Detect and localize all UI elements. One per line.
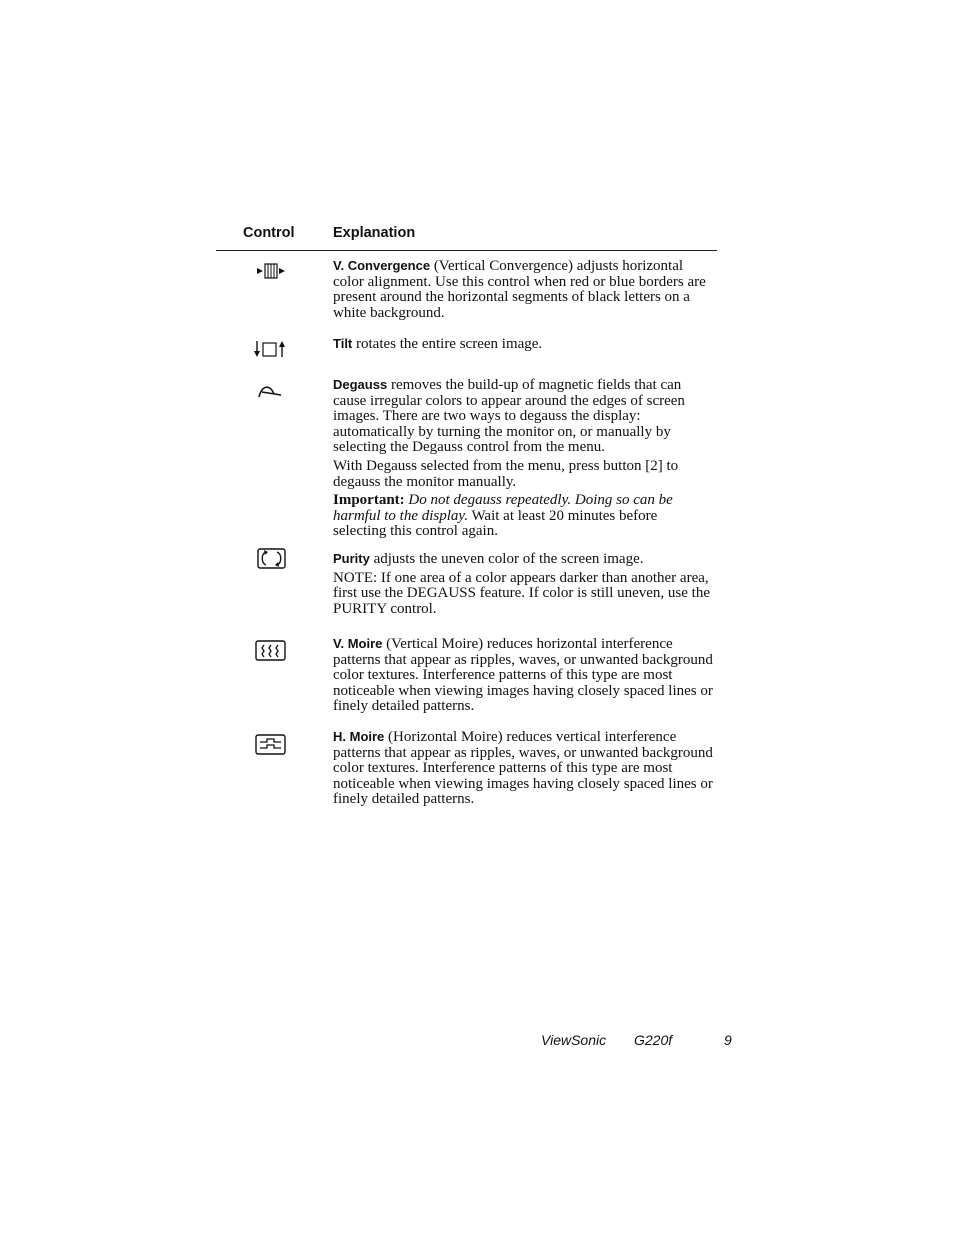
vertical-moire-icon: [255, 640, 287, 662]
footer-model: G220f: [634, 1032, 673, 1048]
important-warning: Do not degauss repeatedly. Doing so can be harmful to the display.: [333, 492, 673, 524]
column-header-control: Control: [243, 225, 295, 241]
column-header-explanation: Explanation: [333, 225, 416, 241]
vertical-convergence-icon: [256, 262, 286, 280]
tilt-icon: [253, 340, 287, 358]
header-divider: [216, 250, 717, 251]
body-text: removes the build-up of magnetic fields that can cause irregular colors to appear around the edges of screen images. There are two ways to degauss the display: automatically by turning the monitor on, or manually by selecting the Degauss control from the menu.: [333, 377, 685, 456]
degauss-manual-note: With Degauss selected from the menu, press button [2] to degauss the monitor manually.: [333, 457, 679, 490]
body-text: (Horizontal Moire) reduces vertical interference patterns that appear as ripples, waves, or unwanted background color textures. Interference patterns of this type are most noticeable when viewing images having closely spaced lines or finely detailed patterns.: [333, 729, 713, 808]
body-text: rotates the entire screen image.: [352, 336, 543, 352]
term-v-moire: V. Moire: [333, 636, 383, 651]
term-h-moire: H. Moire: [333, 729, 385, 744]
explanation-purity: [333, 551, 713, 617]
purity-icon: [257, 548, 287, 570]
footer-brand: ViewSonic: [541, 1032, 607, 1048]
horizontal-moire-icon: [255, 734, 287, 756]
explanation-h-moire: [333, 729, 713, 808]
term-tilt: Tilt: [333, 336, 353, 351]
explanation-degauss: [333, 377, 713, 540]
body-text: adjusts the uneven color of the screen image.: [369, 551, 644, 567]
important-label: Important:: [333, 492, 405, 509]
important-rest: Wait at least 20 minutes before selecting this control again.: [333, 507, 658, 540]
term-purity: Purity: [333, 551, 370, 566]
explanation-v-moire: [333, 636, 713, 715]
degauss-icon: [256, 382, 284, 400]
explanation-tilt: [333, 336, 713, 353]
body-text: (Vertical Convergence) adjusts horizontal color alignment. Use this control when red or blue borders are present around the horizontal segments of black letters on a white background.: [333, 258, 706, 321]
term-v-convergence: V. Convergence: [333, 258, 431, 273]
body-text: (Vertical Moire) reduces horizontal interference patterns that appear as ripples, waves, or unwanted background color textures. Interference patterns of this type are most noticeable when viewing images having closely spaced lines or finely detailed patterns.: [333, 636, 713, 715]
purity-note: NOTE: If one area of a color appears darker than another area, first use the DEGAUSS feature. If color is still uneven, use the PURITY control.: [333, 569, 710, 617]
page-number: 9: [724, 1032, 732, 1048]
term-degauss: Degauss: [333, 377, 388, 392]
explanation-v-convergence: [333, 258, 713, 321]
